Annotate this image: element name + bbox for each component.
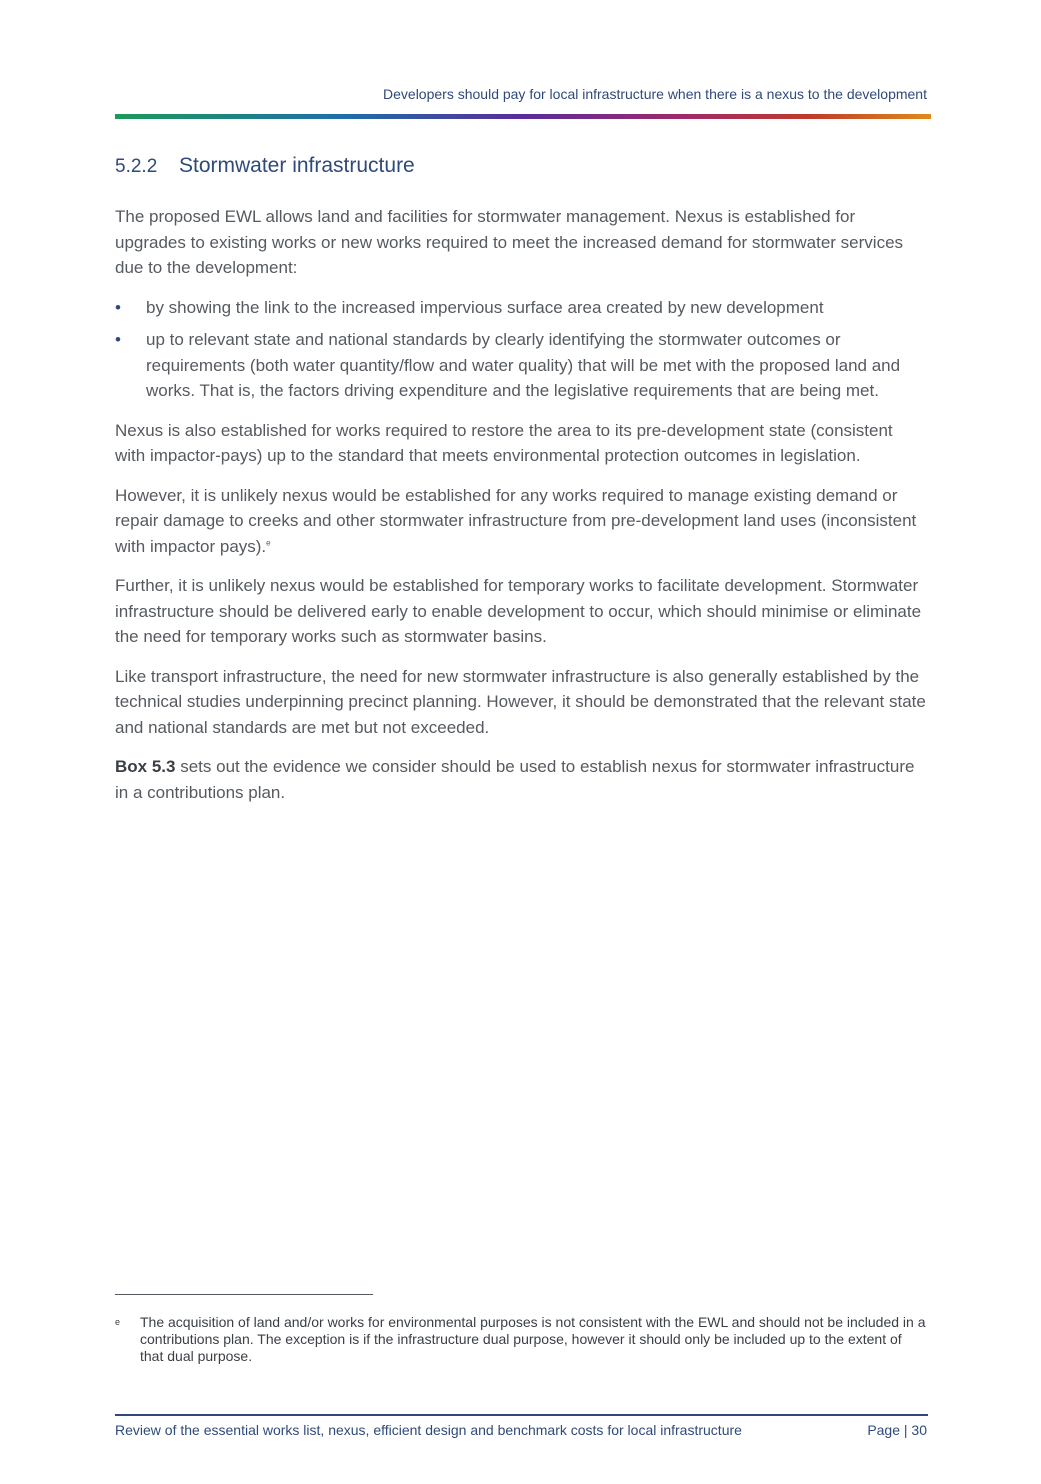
header-gradient-rule (115, 114, 931, 119)
section-number: 5.2.2 (115, 156, 158, 177)
paragraph-restore: Nexus is also established for works required to restore the area to its pre-development state (consistent with impactor-pays) up to the standard that meets environmental protection outcomes in legislation. (115, 420, 893, 465)
bullet-icon: • (115, 297, 121, 317)
paragraph-temporary-works: Further, it is unlikely nexus would be established for temporary works to facilitate development. Stormwater infrastructure should be delivered early to enable development to occur, which should minimise or eliminate the need for temporary works such as stormwater basins. (115, 576, 922, 646)
footnote-divider (115, 1294, 373, 1295)
footnote-text: The acquisition of land and/or works for environmental purposes is not consistent with the EWL and should not be included in a contributions plan. The exception is if the infrastructure dual purpose, however it should only be included up to the extent of that dual purpose. (140, 1314, 926, 1364)
paragraph-existing-demand (115, 483, 927, 560)
footnote-marker: e (115, 1317, 121, 1327)
running-header: Developers should pay for local infrastructure when there is a nexus to the development (383, 86, 927, 102)
box-reference-text: sets out the evidence we consider should be used to establish nexus for stormwater infrastructure in a contributions plan. (115, 757, 915, 802)
bullet-icon: • (115, 330, 121, 349)
list-item (115, 327, 927, 404)
footer-rule (115, 1414, 928, 1416)
bullet-text: up to relevant state and national standards by clearly identifying the stormwater outcomes or requirements (both water quantity/flow and water quality) that will be met with the proposed land and works. That is, the factors driving expenditure and the legislative requirements that are being met. (146, 330, 901, 400)
body-content (115, 204, 927, 819)
section-title: Stormwater infrastructure (179, 154, 415, 177)
bullet-list (115, 295, 927, 404)
list-item (115, 295, 927, 321)
page-number: Page | 30 (867, 1422, 927, 1438)
footnote-reference[interactable]: e (266, 537, 271, 547)
section-heading (115, 154, 415, 178)
footnote (115, 1314, 927, 1365)
bullet-text: by showing the link to the increased impervious surface area created by new development (146, 297, 824, 317)
box-reference-link[interactable]: Box 5.3 (115, 757, 176, 776)
paragraph-transport-comparison: Like transport infrastructure, the need for new stormwater infrastructure is also generally established by the technical studies underpinning precinct planning. However, it should be demonstrated that the relevant state and national standards are met but not exceeded. (115, 666, 926, 737)
paragraph-box-reference (115, 754, 927, 805)
paragraph-existing-demand-text: However, it is unlikely nexus would be established for any works required to manage existing demand or repair damage to creeks and other stormwater infrastructure from pre-development land uses (inconsistent with impactor pays). (115, 485, 917, 556)
footer-title: Review of the essential works list, nexus, efficient design and benchmark costs for local infrastructure (115, 1422, 742, 1438)
paragraph-intro: The proposed EWL allows land and facilities for stormwater management. Nexus is established for upgrades to existing works or new works required to meet the increased demand for stormwater services due to the development: (115, 207, 904, 277)
